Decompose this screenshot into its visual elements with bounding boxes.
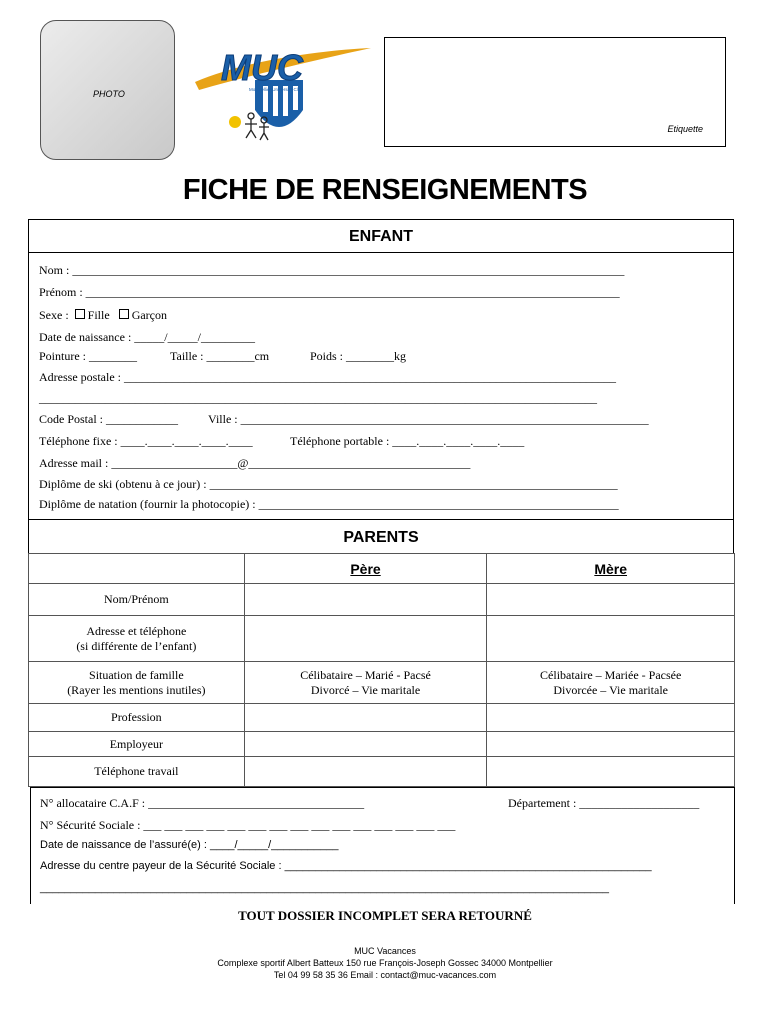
muc-logo	[185, 40, 375, 150]
poids-field[interactable]: Poids : ________kg	[310, 349, 407, 363]
footer-address: Complexe sportif Albert Batteux 150 rue François-Joseph Gossec 34000 Montpellier	[217, 958, 553, 968]
pere-profession-cell[interactable]	[244, 704, 487, 732]
parents-table	[28, 553, 735, 787]
footer-contact: Tel 04 99 58 35 36 Email : contact@muc-vacances.com	[273, 970, 497, 980]
pere-employeur-cell[interactable]	[244, 732, 487, 757]
row-label: Nom/Prénom	[29, 584, 245, 616]
tel-fixe-field[interactable]: Téléphone fixe : ____.____.____.____.____	[39, 434, 253, 448]
pere-nom-cell[interactable]	[244, 584, 487, 616]
garcon-checkbox[interactable]	[119, 309, 129, 319]
photo-placeholder[interactable]	[40, 20, 175, 160]
label-box[interactable]	[384, 37, 726, 147]
taille-field[interactable]: Taille : ________cm	[170, 349, 270, 363]
garcon-label: Garçon	[131, 308, 168, 322]
mere-employeur-cell[interactable]	[487, 732, 735, 757]
departement-field[interactable]: Département : ____________________	[508, 796, 700, 810]
adresse-field-2[interactable]: _____________________________________________________________________________________________	[39, 391, 597, 405]
ski-field[interactable]: Diplôme de ski (obtenu à ce jour) : ____________________________________________________________________	[39, 477, 618, 491]
prenom-field[interactable]: Prénom : _________________________________________________________________________________________	[39, 285, 620, 299]
pere-situation-cell[interactable]: Célibataire – Marié - Pacsé Divorcé – Vie maritale	[244, 662, 487, 704]
enfant-heading: ENFANT	[28, 219, 734, 253]
svg-text:MUC: MUC	[221, 47, 303, 88]
ville-field[interactable]: Ville : ____________________________________________________________________	[208, 412, 649, 426]
parents-heading: PARENTS	[28, 519, 734, 554]
row-label: Employeur	[29, 732, 245, 757]
row-label: Profession	[29, 704, 245, 732]
sexe-row	[39, 308, 167, 323]
tel-portable-field[interactable]: Téléphone portable : ____.____.____.____.____	[290, 434, 525, 448]
header-empty	[29, 554, 245, 584]
naissance-assure-field[interactable]: Date de naissance de l’assuré(e) : ____/_____/___________	[40, 839, 339, 851]
centre-payeur-field[interactable]: Adresse du centre payeur de la Sécurité Sociale : ____________________________________________________________	[40, 860, 652, 872]
incomplete-warning: TOUT DOSSIER INCOMPLET SERA RETOURNÉ	[238, 908, 532, 923]
logo-subtitle: Montpellier Université Club	[249, 87, 303, 92]
code-postal-field[interactable]: Code Postal : ____________	[39, 412, 179, 426]
label-text: Etiquette	[667, 124, 703, 134]
row-label: Adresse et téléphone (si différente de l’enfant)	[29, 616, 245, 662]
adresse-field[interactable]: Adresse postale : __________________________________________________________________________________	[39, 370, 616, 384]
mere-situation-cell[interactable]: Célibataire – Mariée - Pacsée Divorcée – Vie maritale	[487, 662, 735, 704]
fille-checkbox[interactable]	[75, 309, 85, 319]
row-label: Téléphone travail	[29, 757, 245, 787]
row-label: Situation de famille (Rayer les mentions inutiles)	[29, 662, 245, 704]
pere-column-header: Père	[244, 554, 487, 584]
pere-tel-cell[interactable]	[244, 757, 487, 787]
sexe-label: Sexe :	[39, 308, 69, 322]
page-title: FICHE DE RENSEIGNEMENTS	[182, 174, 588, 206]
fille-label: Fille	[87, 308, 110, 322]
naissance-field[interactable]: Date de naissance : _____/_____/_________	[39, 330, 255, 344]
natation-field[interactable]: Diplôme de natation (fournir la photocopie) : ____________________________________________________________	[39, 497, 619, 511]
mere-nom-cell[interactable]	[487, 584, 735, 616]
mere-column-header: Mère	[487, 554, 735, 584]
mere-tel-cell[interactable]	[487, 757, 735, 787]
email-field[interactable]: Adresse mail : _____________________@_____________________________________	[39, 456, 471, 470]
pointure-field[interactable]: Pointure : ________	[39, 349, 137, 363]
secu-field[interactable]: N° Sécurité Sociale : ___ ___ ___ ___ ___ ___ ___ ___ ___ ___ ___ ___ ___ ___ ___	[40, 818, 456, 832]
caf-field[interactable]: N° allocataire C.A.F : ____________________________________	[40, 796, 365, 810]
mere-adresse-cell[interactable]	[487, 616, 735, 662]
footer-org: MUC Vacances	[354, 946, 416, 956]
centre-payeur-field-2[interactable]: _____________________________________________________________________________________________	[40, 882, 609, 894]
nom-field[interactable]: Nom : ____________________________________________________________________________________________	[39, 263, 625, 277]
pere-adresse-cell[interactable]	[244, 616, 487, 662]
mere-profession-cell[interactable]	[487, 704, 735, 732]
photo-label: PHOTO	[93, 89, 125, 99]
